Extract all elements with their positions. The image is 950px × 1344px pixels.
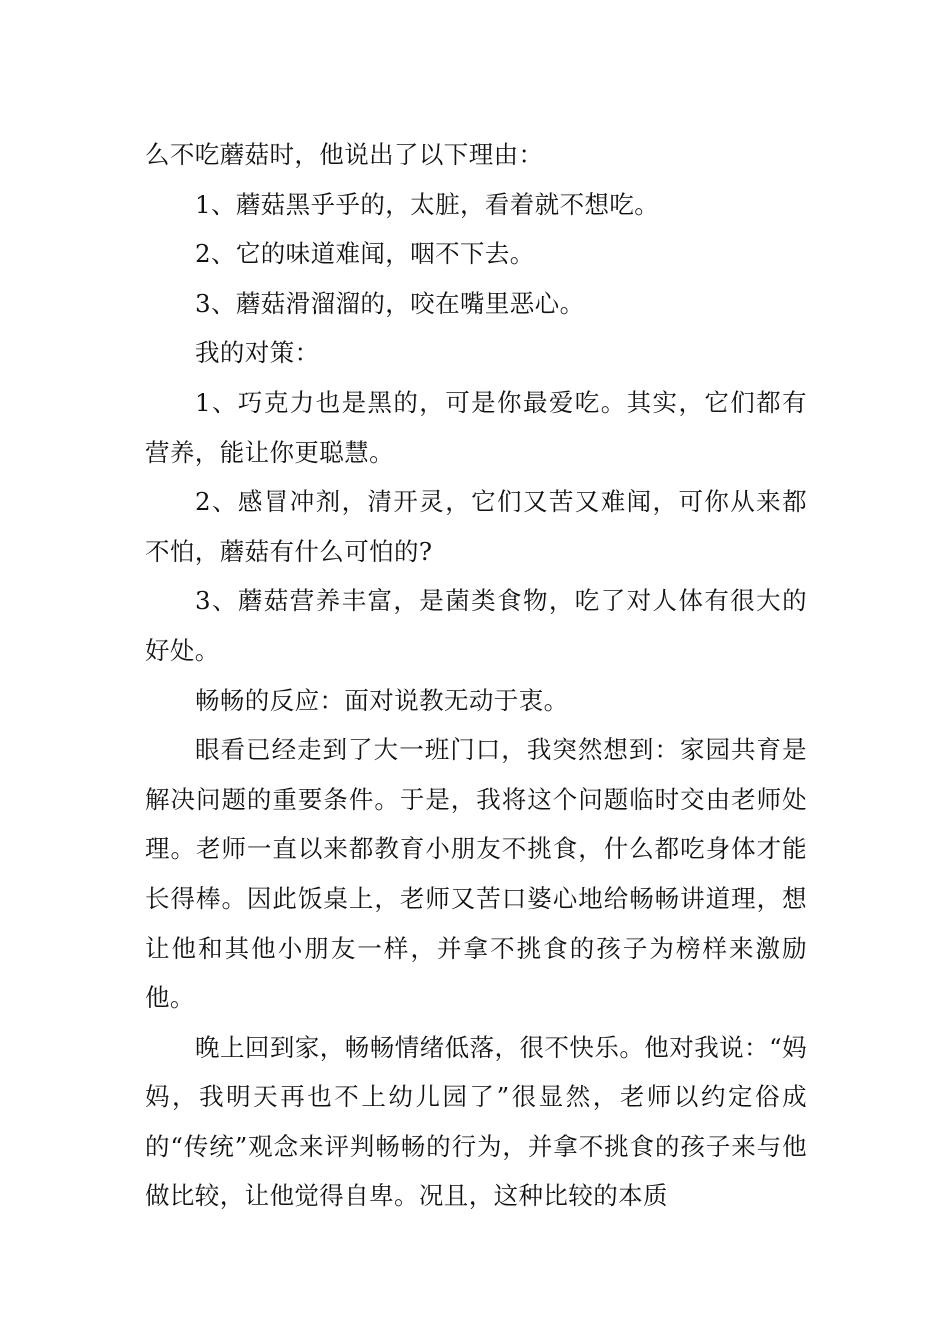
paragraph-home: 晚上回到家，畅畅情绪低落，很不快乐。他对我说：“妈妈，我明天再也不上幼儿园了”很显然，老师以约定俗成的“传统”观念来评判畅畅的行为，并拿不挑食的孩子来与他做比较，让他觉得自卑。况且，这种比较的本质 — [145, 1032, 807, 1211]
paragraph-school: 眼看已经走到了大一班门口，我突然想到：家园共育是解决问题的重要条件。于是，我将这个问题临时交由老师处理。老师一直以来都教育小朋友不挑食，什么都吃身体才能长得棒。因此饭桌上，老师又苦口婆心地给畅畅讲道理，想让他和其他小朋友一样，并拿不挑食的孩子为榜样来激励他。 — [145, 735, 807, 1013]
document-body — [145, 130, 807, 1221]
paragraph-reason-1: 1、蘑菇黑乎乎的，太脏，看着就不想吃。 — [195, 189, 660, 219]
paragraph-strategy-3: 3、蘑菇营养丰富，是菌类食物，吃了对人体有很大的好处。 — [145, 586, 807, 665]
paragraph-reason-2: 2、它的味道难闻，咽不下去。 — [195, 239, 535, 269]
paragraph-strategy-1: 1、巧克力也是黑的，可是你最爱吃。其实，它们都有营养，能让你更聪慧。 — [145, 387, 807, 467]
paragraph-strategy-heading: 我的对策： — [195, 338, 320, 368]
paragraph-reaction: 畅畅的反应：面对说教无动于衷。 — [195, 685, 569, 715]
paragraph-strategy-2: 2、感冒冲剂，清开灵，它们又苦又难闻，可你从来都不怕，蘑菇有什么可怕的? — [145, 487, 807, 566]
paragraph-reason-intro: 么不吃蘑菇时，他说出了以下理由： — [145, 140, 544, 169]
paragraph-reason-3: 3、蘑菇滑溜溜的，咬在嘴里恶心。 — [195, 288, 585, 318]
